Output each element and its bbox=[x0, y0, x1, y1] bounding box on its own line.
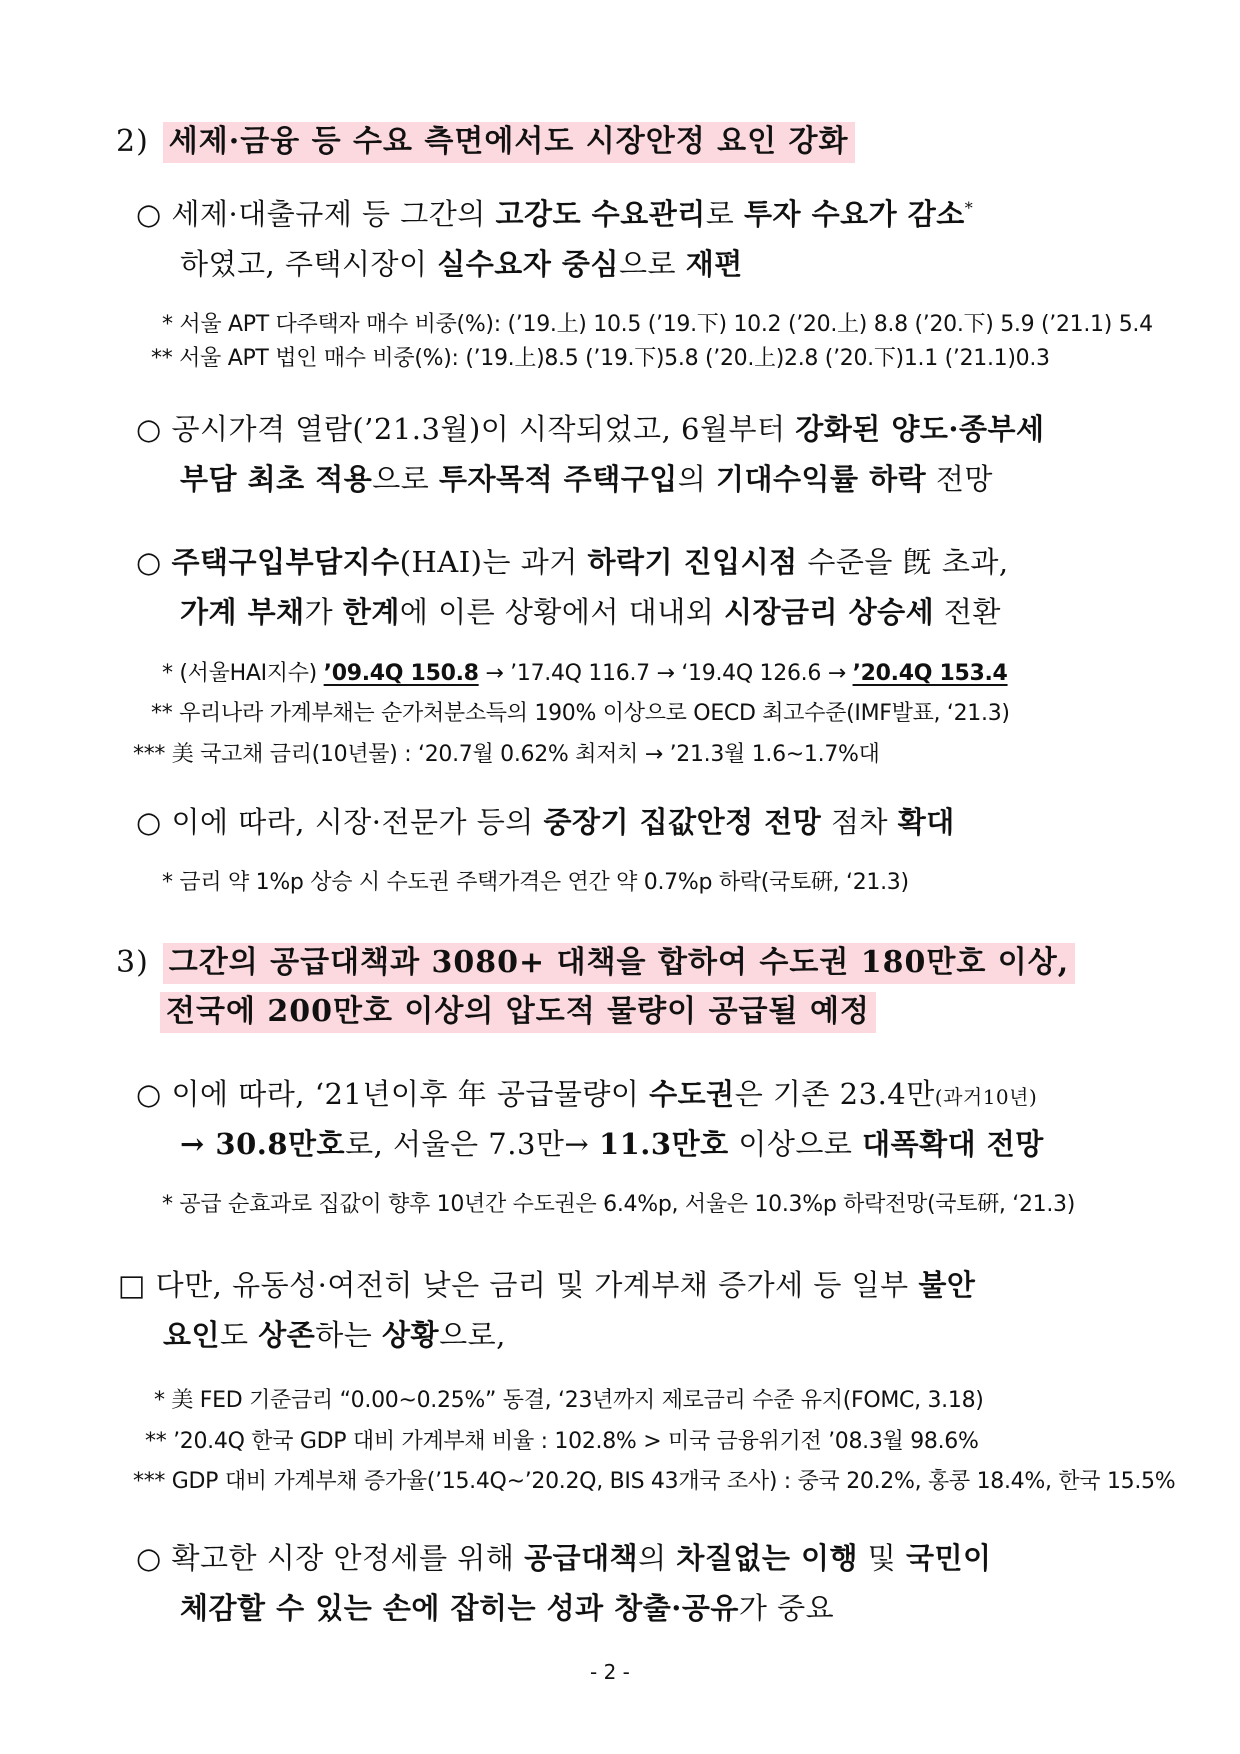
circle-bullet: ○ bbox=[136, 412, 162, 446]
section-3-title-2: 전국에 200만호 이상의 압도적 물량이 공급될 예정 bbox=[160, 992, 876, 1033]
note-seoul-hai: * (서울HAI지수) ’09.4Q 150.8 → ’17.4Q 116.7 → ‘19.4Q 126.6 → ’20.4Q 153.4 bbox=[162, 661, 1008, 686]
circle-bullet: ○ bbox=[136, 1541, 162, 1575]
page-number: - 2 - bbox=[590, 1660, 630, 1684]
note-interest-rate-effect: * 금리 약 1%p 상승 시 수도권 주택가격은 연간 약 0.7%p 하락(국토硏, ‘21.3) bbox=[162, 870, 909, 895]
section-3-title-1: 그간의 공급대책과 3080+ 대책을 합하여 수도권 180만호 이상, bbox=[163, 943, 1075, 984]
bullet-outlook: ○ 이에 따라, 시장·전문가 등의 중장기 집값안정 전망 점차 확대 bbox=[136, 805, 955, 839]
note-us-treasury: *** 美 국고채 금리(10년물) : ‘20.7월 0.62% 최저치 → ’21.3월 1.6~1.7%대 bbox=[133, 742, 880, 767]
section-3-heading-line2 bbox=[160, 986, 876, 1030]
circle-bullet: ○ bbox=[136, 805, 162, 839]
bullet-hai-line2: 가계 부채가 한계에 이른 상황에서 대내외 시장금리 상승세 전환 bbox=[180, 595, 1001, 629]
section-3-number: 3) bbox=[116, 945, 149, 980]
bullet-supply-line2: → 30.8만호로, 서울은 7.3만→ 11.3만호 이상으로 대폭확대 전망 bbox=[180, 1127, 1044, 1161]
square-bullet: □ bbox=[118, 1268, 146, 1302]
note-debt-growth: *** GDP 대비 가계부채 증가율(’15.4Q~’20.2Q, BIS 43개국 조사) : 중국 20.2%, 홍콩 18.4%, 한국 15.5% bbox=[133, 1469, 1176, 1494]
note-gdp-debt-ratio: ** ’20.4Q 한국 GDP 대비 가계부채 비율 : 102.8% > 미국 금융위기전 ’08.3월 98.6% bbox=[145, 1429, 979, 1454]
bullet-tax-loan-line1: ○ 세제·대출규제 등 그간의 고강도 수요관리로 투자 수요가 감소* bbox=[136, 197, 974, 231]
note-household-debt: ** 우리나라 가계부채는 순가처분소득의 190% 이상으로 OECD 최고수준(IMF발표, ‘21.3) bbox=[151, 701, 1010, 726]
circle-bullet: ○ bbox=[136, 1077, 162, 1111]
bullet-conclusion-line1: ○ 확고한 시장 안정세를 위해 공급대책의 차질없는 이행 및 국민이 bbox=[136, 1541, 992, 1575]
section-2-title: 세제·금융 등 수요 측면에서도 시장안정 요인 강화 bbox=[163, 122, 855, 163]
box-paragraph-line1: □ 다만, 유동성·여전히 낮은 금리 및 가계부채 증가세 등 일부 불안 bbox=[118, 1268, 976, 1302]
bullet-hai-line1: ○ 주택구입부담지수(HAI)는 과거 하락기 진입시점 수준을 旣 초과, bbox=[136, 545, 1009, 579]
bullet-public-price-line1: ○ 공시가격 열람(’21.3월)이 시작되었고, 6월부터 강화된 양도·종부세 bbox=[136, 412, 1045, 446]
note-fed-rate: * 美 FED 기준금리 “0.00~0.25%” 동결, ‘23년까지 제로금리 수준 유지(FOMC, 3.18) bbox=[154, 1388, 984, 1413]
circle-bullet: ○ bbox=[136, 545, 162, 579]
note-supply-effect: * 공급 순효과로 집값이 향후 10년간 수도권은 6.4%p, 서울은 10.3%p 하락전망(국토硏, ‘21.3) bbox=[162, 1192, 1076, 1217]
section-3-heading-line1 bbox=[116, 937, 1075, 981]
bullet-tax-loan-line2: 하였고, 주택시장이 실수요자 중심으로 재편 bbox=[180, 247, 743, 281]
bullet-supply-line1: ○ 이에 따라, ‘21년이후 年 공급물량이 수도권은 기존 23.4만(과거10년) bbox=[136, 1077, 1038, 1111]
box-paragraph-line2: 요인도 상존하는 상황으로, bbox=[163, 1318, 506, 1352]
circle-bullet: ○ bbox=[136, 197, 162, 231]
section-2-number: 2) bbox=[116, 124, 149, 159]
note-multi-home-buyers: * 서울 APT 다주택자 매수 비중(%): (’19.上) 10.5 (’19.下) 10.2 (’20.上) 8.8 (’20.下) 5.9 (’21.1) 5.4 bbox=[162, 312, 1153, 337]
section-2-heading bbox=[116, 116, 855, 160]
bullet-conclusion-line2: 체감할 수 있는 손에 잡히는 성과 창출·공유가 중요 bbox=[180, 1591, 835, 1625]
bullet-public-price-line2: 부담 최초 적용으로 투자목적 주택구입의 기대수익률 하락 전망 bbox=[180, 462, 993, 496]
note-corporate-buyers: ** 서울 APT 법인 매수 비중(%): (’19.上)8.5 (’19.下)5.8 (’20.上)2.8 (’20.下)1.1 (’21.1)0.3 bbox=[151, 346, 1050, 371]
